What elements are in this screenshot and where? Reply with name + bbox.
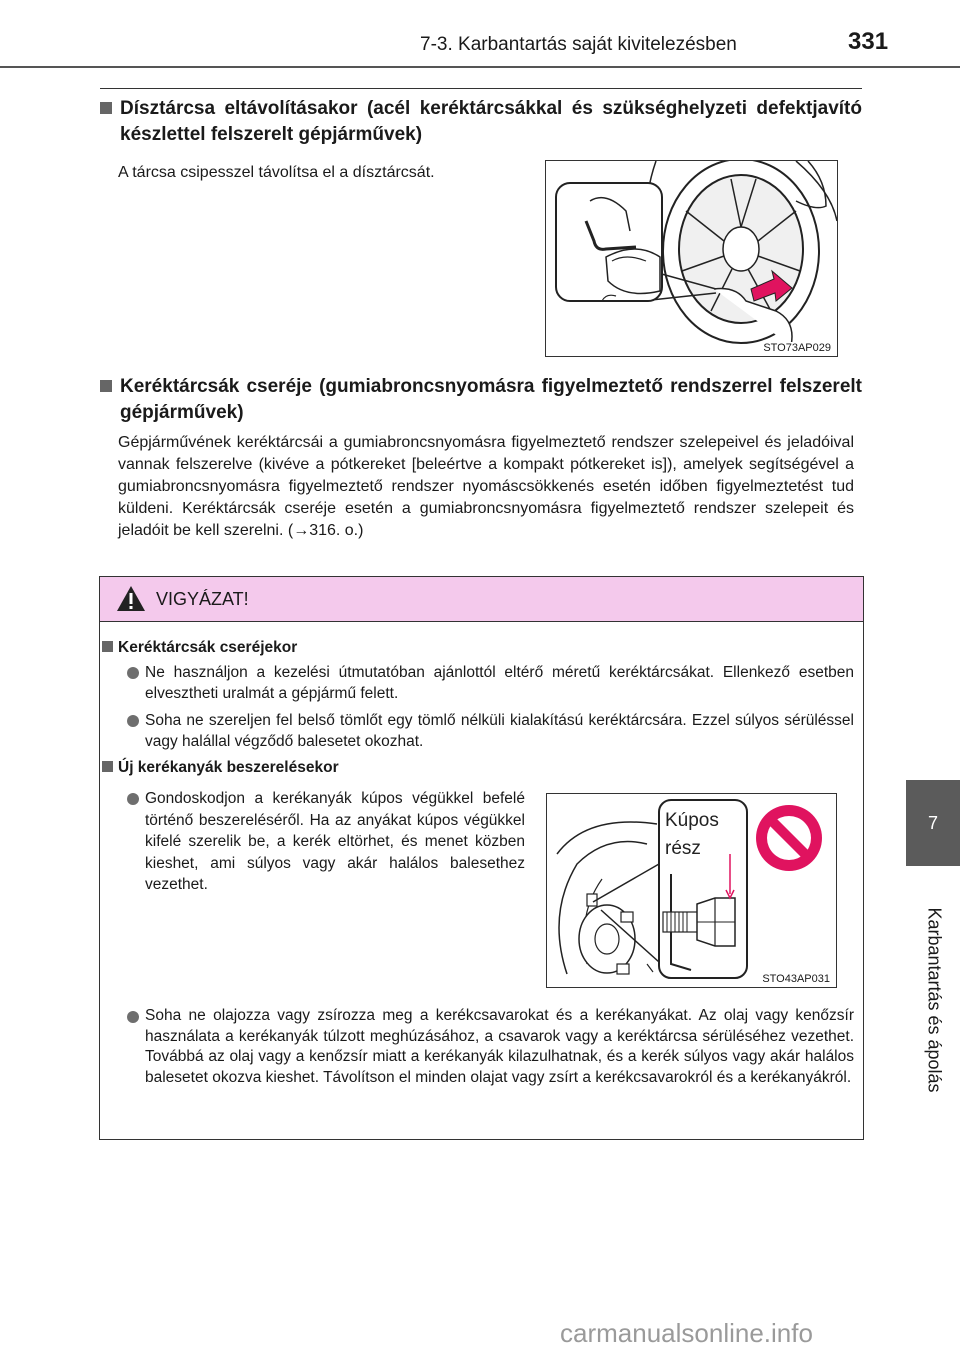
section-title: 7-3. Karbantartás saját kivitelezésben — [420, 34, 737, 55]
warning-header — [100, 577, 863, 622]
bullet-icon — [127, 667, 139, 679]
square-bullet-icon — [100, 102, 112, 114]
content-top-rule — [100, 88, 862, 89]
watermark: carmanualsonline.info — [560, 1318, 813, 1348]
hubcap-removal-illustration — [546, 161, 837, 356]
figure-code: STO43AP031 — [762, 973, 830, 985]
warning-triangle-icon — [116, 585, 146, 612]
chapter-label: Karbantartás és ápolás — [924, 907, 945, 1093]
bullet-icon — [127, 1011, 139, 1023]
square-bullet-icon — [102, 761, 113, 772]
square-bullet-icon — [102, 641, 113, 652]
warning-bullet-inner-tube: Soha ne szereljen fel belső tömlőt egy tömlő nélküli kialakítású keréktárcsára. Ezzel súlyos sérüléssel vagy halállal végződő balesetet okozhat. — [145, 712, 854, 750]
figure-label-tapered: Kúpos — [665, 810, 719, 831]
warning-title: VIGYÁZAT! — [156, 589, 249, 609]
section-heading-wheel-replacement: Keréktárcsák cseréje (gumiabroncsnyomásra figyelmeztető rendszerrel felszerelt gépjárművek) — [100, 374, 862, 426]
warning-bullet-no-oil: Soha ne olajozza vagy zsírozza meg a kerékcsavarokat és a kerékanyákat. Az olaj vagy kenőzsír használata a kerékanyák túlzott meghúzásához, a csavarok vagy a keréktárcsa sérüléséhez vezethet. Továbbá az olaj vagy a kenőzsír miatt a kerékanyák kilazulhatnak, és a kerék súlyos vagy akár halálos balesetet okozva kieshet. Távolítson el minden olajat vagy zsírt a kerékcsavarokról és a kerékanyákról. — [145, 1007, 854, 1086]
square-bullet-icon — [100, 380, 112, 392]
header-rule — [0, 66, 960, 68]
warning-bullet-tapered-nuts: Gondoskodjon a kerékanyák kúpos végükkel befelé történő beszereléséről. Ha az anyákat kúpos végükkel kifelé szerelik be, a kerék eltörhet, és menet közben kieshet, ami súlyos vagy akár halálos balesethez vezethet. — [145, 790, 525, 893]
bullet-icon — [127, 793, 139, 805]
section-heading-hubcap: Dísztárcsa eltávolításakor (acél keréktárcsákkal és szükséghelyzeti defektjavító készlettel felszerelt gépjárművek) — [100, 96, 862, 148]
warning-subheading-wheel-replacement: Keréktárcsák cseréjekor — [102, 639, 297, 657]
hubcap-instruction: A tárcsa csipesszel távolítsa el a dísztárcsát. — [118, 164, 435, 181]
figure-code: STO73AP029 — [763, 342, 831, 354]
figure-label-part: rész — [665, 838, 701, 859]
warning-bullet-wheel-size: Ne használjon a kezelési útmutatóban ajánlottól eltérő méretű keréktárcsákat. Ellenkező esetben elvesztheti uralmát a gépjármű felett. — [145, 664, 854, 702]
wheel-replacement-text: Gépjárművének keréktárcsái a gumiabroncsnyomásra figyelmeztető rendszer szelepeivel és jeladóival vannak felszerelve (kivéve a pótkereket [beleértve a kompakt pótkereket is]), amelyek segítségével a gumiabroncsnyomásra figyelmeztető rendszer nyomáscsökkenés esetén időben figyelmeztetést tud küldeni. Keréktárcsák cseréje esetén a gumiabroncsnyomásra figyelmeztető rendszer szelepeit és jeladóit be kell szerelni. (→316. o.) — [118, 434, 854, 539]
tapered-nut-figure — [546, 793, 837, 988]
hubcap-removal-figure — [545, 160, 838, 357]
page-number: 331 — [848, 28, 889, 55]
bullet-icon — [127, 715, 139, 727]
chapter-tab[interactable]: 7 — [906, 780, 960, 866]
tapered-nut-illustration — [547, 794, 836, 987]
warning-subheading-new-nuts: Új kerékanyák beszerelésekor — [102, 759, 339, 777]
warning-box — [99, 576, 864, 1140]
